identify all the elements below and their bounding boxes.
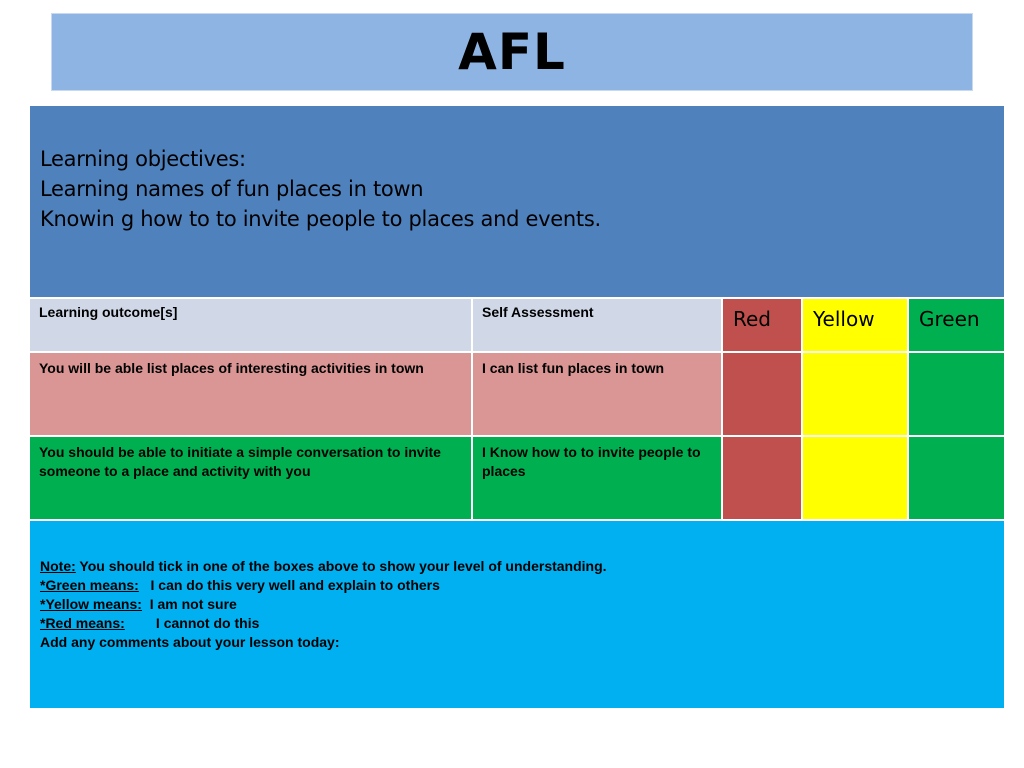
green-label: *Green means:: [40, 577, 139, 593]
self-assessment-cell: I can list fun places in town: [472, 352, 722, 436]
objectives-heading: Learning objectives:: [40, 147, 246, 171]
green-text: I can do this very well and explain to others: [138, 577, 440, 593]
comments-prompt: Add any comments about your lesson today:: [40, 634, 340, 650]
table-row: [29, 436, 1005, 520]
green-tick-box[interactable]: [908, 436, 1005, 520]
yellow-meaning: [40, 595, 1004, 614]
note-cell: [29, 520, 1005, 709]
page-title: AFL: [458, 23, 566, 81]
outcome-cell: You should be able to initiate a simple conversation to invite someone to a place and activity with you: [29, 436, 472, 520]
title-banner: [51, 13, 973, 91]
yellow-tick-box[interactable]: [802, 352, 908, 436]
header-row: [29, 298, 1005, 352]
header-self-assessment: Self Assessment: [472, 298, 722, 352]
red-tick-box[interactable]: [722, 436, 802, 520]
green-tick-box[interactable]: [908, 352, 1005, 436]
note-label: Note:: [40, 558, 76, 574]
header-yellow: Yellow: [802, 298, 908, 352]
objective-line-2: Knowin g how to to invite people to places and events.: [40, 207, 601, 231]
objective-line-1: Learning names of fun places in town: [40, 177, 424, 201]
afl-table: [28, 104, 1006, 710]
green-meaning: [40, 576, 1004, 595]
red-meaning: [40, 614, 1004, 633]
self-assessment-cell: I Know how to to invite people to places: [472, 436, 722, 520]
red-label: *Red means:: [40, 615, 125, 631]
outcome-cell: You will be able list places of interesting activities in town: [29, 352, 472, 436]
header-outcome: Learning outcome[s]: [29, 298, 472, 352]
objectives-cell: [29, 105, 1005, 298]
header-red: Red: [722, 298, 802, 352]
header-green: Green: [908, 298, 1005, 352]
table-row: [29, 352, 1005, 436]
yellow-text: I am not sure: [141, 596, 237, 612]
yellow-label: *Yellow means:: [40, 596, 142, 612]
note-line: [40, 557, 1004, 576]
red-text: I cannot do this: [124, 615, 260, 631]
note-row: [29, 520, 1005, 709]
objectives-row: [29, 105, 1005, 298]
note-text: You should tick in one of the boxes above to show your level of understanding.: [75, 558, 607, 574]
red-tick-box[interactable]: [722, 352, 802, 436]
yellow-tick-box[interactable]: [802, 436, 908, 520]
